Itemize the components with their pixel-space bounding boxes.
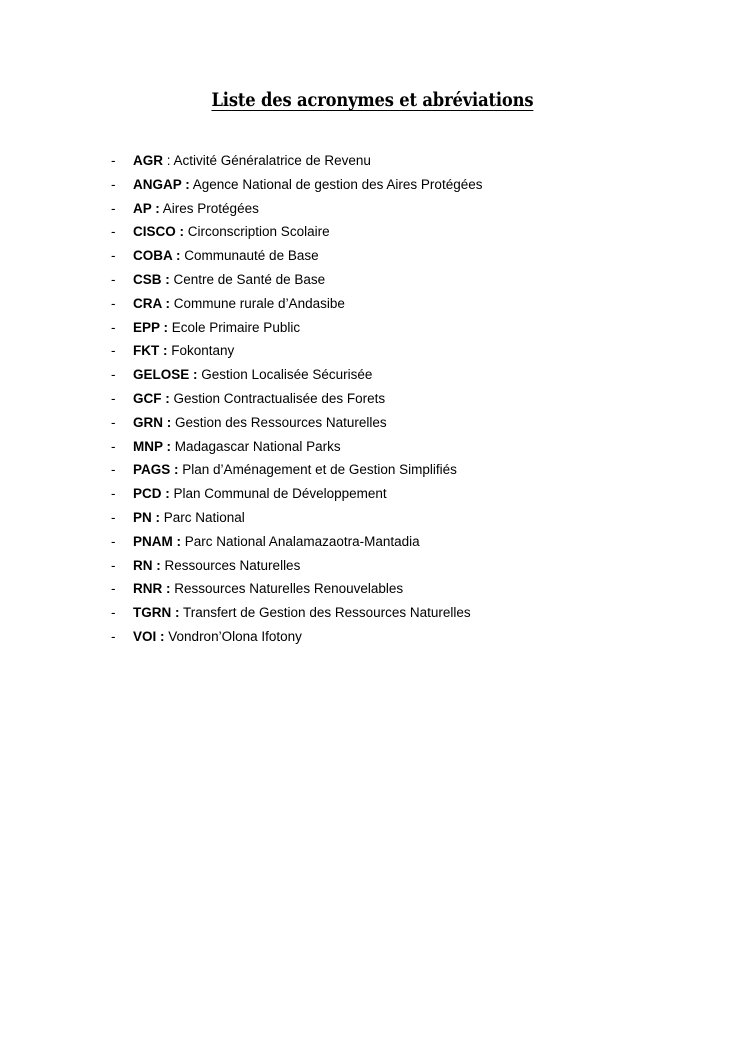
acronym-entry	[133, 603, 471, 623]
acronym-abbr: PCD :	[133, 486, 170, 502]
acronym-meaning: Aires Protégées	[162, 200, 259, 216]
acronym-entry	[133, 246, 319, 266]
acronym-entry	[133, 484, 387, 504]
list-bullet: -	[111, 509, 116, 525]
acronym-entry	[133, 532, 420, 552]
acronym-meaning: Gestion Contractualisée des Forets	[173, 390, 386, 406]
acronym-entry	[133, 413, 387, 433]
acronym-meaning: Madagascar National Parks	[174, 438, 341, 454]
acronym-meaning: Commune rurale d’Andasibe	[173, 295, 345, 311]
acronym-entry	[133, 318, 300, 338]
list-bullet: -	[111, 462, 116, 478]
list-bullet: -	[111, 557, 116, 573]
list-bullet: -	[111, 271, 116, 287]
acronym-meaning: Ecole Primaire Public	[171, 319, 301, 335]
acronym-abbr: PNAM :	[133, 533, 181, 549]
acronym-meaning: Ressources Naturelles	[164, 557, 301, 573]
acronym-entry	[133, 151, 371, 171]
list-bullet: -	[111, 628, 116, 644]
acronym-meaning: Gestion Localisée Sécurisée	[201, 367, 373, 383]
list-bullet: -	[111, 319, 116, 335]
acronym-abbr: CSB :	[133, 271, 170, 287]
acronym-meaning: Communauté de Base	[184, 248, 319, 264]
acronym-entry	[133, 365, 372, 385]
acronym-entry	[133, 508, 245, 528]
list-bullet: -	[111, 486, 116, 502]
list-bullet: -	[111, 438, 116, 454]
acronym-abbr: AP :	[133, 200, 160, 216]
acronym-meaning: Centre de Santé de Base	[173, 271, 326, 287]
acronym-abbr: ANGAP :	[133, 176, 190, 192]
acronym-abbr: GELOSE :	[133, 367, 198, 383]
acronym-meaning: Ressources Naturelles Renouvelables	[174, 581, 404, 597]
list-bullet: -	[111, 581, 116, 597]
acronym-meaning: Parc National Analamazaotra-Mantadia	[184, 533, 420, 549]
acronym-abbr: CRA :	[133, 295, 170, 311]
page-title-text: Liste des acronymes et abréviations	[211, 89, 534, 111]
acronym-abbr: RNR :	[133, 581, 171, 597]
acronym-meaning: Plan Communal de Développement	[173, 486, 387, 502]
acronym-entry	[133, 294, 345, 314]
list-bullet: -	[111, 153, 116, 168]
acronym-entry	[133, 627, 302, 647]
acronym-entry	[133, 579, 403, 599]
acronym-entry	[133, 437, 341, 457]
acronym-entry	[133, 199, 259, 219]
list-bullet: -	[111, 343, 116, 359]
acronym-abbr: AGR	[133, 153, 163, 168]
acronym-abbr: GRN :	[133, 414, 172, 430]
page-title	[52, 89, 693, 111]
list-bullet: -	[111, 414, 116, 430]
list-bullet: -	[111, 224, 116, 240]
acronym-abbr: RN :	[133, 557, 161, 573]
acronym-meaning: Agence National de gestion des Aires Protégées	[192, 176, 483, 192]
acronym-abbr: PAGS :	[133, 462, 179, 478]
list-bullet: -	[111, 367, 116, 383]
acronym-meaning: Vondron’Olona Ifotony	[168, 628, 302, 644]
acronym-abbr: GCF :	[133, 390, 170, 406]
acronym-meaning: Plan d’Aménagement et de Gestion Simplifiés	[182, 462, 457, 478]
list-bullet: -	[111, 200, 116, 216]
list-bullet: -	[111, 248, 116, 264]
acronym-abbr: CISCO :	[133, 224, 185, 240]
acronym-meaning: Activité Généralatrice de Revenu	[173, 153, 371, 168]
list-bullet: -	[111, 605, 116, 621]
acronym-abbr: MNP :	[133, 438, 172, 454]
acronym-entry	[133, 270, 325, 290]
acronym-abbr: COBA :	[133, 248, 181, 264]
acronym-meaning: Fokontany	[171, 343, 235, 359]
acronym-entry	[133, 341, 234, 361]
acronym-separator: :	[163, 153, 174, 168]
acronym-abbr: TGRN :	[133, 605, 180, 621]
acronym-entry	[133, 389, 385, 409]
acronym-abbr: FKT :	[133, 343, 168, 359]
list-bullet: -	[111, 295, 116, 311]
acronym-meaning: Gestion des Ressources Naturelles	[175, 414, 387, 430]
list-bullet: -	[111, 533, 116, 549]
acronym-meaning: Circonscription Scolaire	[187, 224, 330, 240]
acronym-entry	[133, 460, 457, 480]
list-bullet: -	[111, 176, 116, 192]
acronym-entry	[133, 556, 300, 576]
acronym-meaning: Transfert de Gestion des Ressources Naturelles	[183, 605, 471, 621]
acronym-abbr: EPP :	[133, 319, 169, 335]
acronym-abbr: PN :	[133, 509, 160, 525]
acronym-entry	[133, 222, 330, 242]
acronym-abbr: VOI :	[133, 628, 165, 644]
acronym-meaning: Parc National	[163, 509, 245, 525]
list-bullet: -	[111, 390, 116, 406]
acronym-entry	[133, 175, 482, 195]
